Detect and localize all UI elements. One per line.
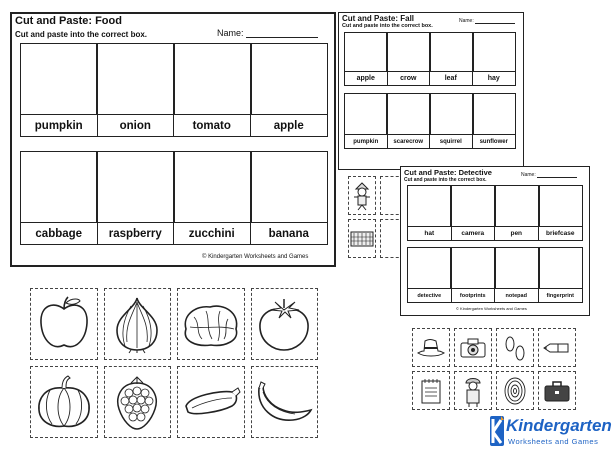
word-label: pumpkin (21, 115, 98, 136)
fall-cutout-cards (348, 176, 404, 258)
name-label: Name: (521, 172, 536, 178)
word-label: tomato (174, 115, 251, 136)
briefcase-icon (543, 379, 571, 403)
hay-card[interactable] (348, 219, 376, 258)
detective-paste-grid-bottom (407, 247, 583, 289)
zucchini-card[interactable] (177, 366, 245, 438)
fall-name-field[interactable] (459, 18, 515, 24)
fingerprint-card[interactable] (496, 371, 534, 410)
word-label: squirrel (430, 135, 473, 148)
food-subtitle: Cut and paste into the correct box. (15, 30, 148, 39)
apple-card[interactable] (30, 288, 98, 360)
word-label: briefcase (545, 230, 575, 237)
fall-paste-grid-bottom (344, 93, 516, 135)
camera-card[interactable] (454, 328, 492, 367)
cabbage-card[interactable] (177, 288, 245, 360)
fall-paste-grid-top (344, 32, 516, 72)
word-label: banana (268, 227, 309, 240)
word-label: scarecrow (388, 135, 431, 148)
detective-title: Cut and Paste: Detective (404, 168, 492, 177)
word-label: raspberry (98, 223, 175, 244)
food-cutout-cards (30, 288, 318, 438)
footprints-card[interactable] (496, 328, 534, 367)
paste-box[interactable] (473, 93, 516, 135)
fall-title: Cut and Paste: Fall (342, 14, 415, 23)
detective-cutout-cards (412, 328, 576, 410)
notepad-card[interactable] (412, 371, 450, 410)
fall-worksheet (338, 12, 524, 170)
onion-card[interactable] (104, 288, 172, 360)
kindergarten-logo (488, 414, 612, 450)
word-label: fingerprint (546, 292, 574, 299)
word-label: pumpkin (345, 135, 388, 148)
paste-box[interactable] (451, 247, 495, 289)
paste-box[interactable] (473, 32, 516, 72)
name-label: Name: (459, 18, 474, 24)
tomato-icon (255, 296, 313, 352)
word-label: sunflower (479, 138, 508, 145)
name-label: Name: (217, 28, 244, 38)
detective-worksheet (400, 166, 590, 316)
paste-box[interactable] (20, 43, 97, 115)
word-label: apple (345, 72, 388, 85)
word-label: crow (388, 72, 431, 85)
pumpkin-icon (34, 374, 94, 430)
scarecrow-icon (351, 181, 373, 211)
footprints-icon (501, 333, 529, 363)
detective-icon (461, 374, 485, 408)
word-label: apple (273, 119, 304, 132)
paste-box[interactable] (174, 151, 251, 223)
food-label-row-top (20, 115, 328, 137)
detective-label-row-top (407, 227, 583, 241)
word-label: cabbage (21, 223, 98, 244)
raspberry-card[interactable] (104, 366, 172, 438)
paste-box[interactable] (539, 247, 583, 289)
hat-icon (416, 337, 446, 359)
briefcase-card[interactable] (538, 371, 576, 410)
paste-box[interactable] (407, 247, 451, 289)
word-label: notepad (495, 289, 539, 302)
banana-icon (253, 378, 315, 426)
word-label: pen (495, 227, 539, 240)
paste-box[interactable] (97, 43, 174, 115)
word-label: hat (408, 227, 452, 240)
food-label-row-bottom (20, 223, 328, 245)
raspberry-icon (111, 373, 163, 431)
paste-box[interactable] (430, 32, 473, 72)
paste-box[interactable] (251, 151, 328, 223)
word-label: leaf (430, 72, 473, 85)
detective-subtitle: Cut and paste into the correct box. (404, 177, 487, 183)
fall-subtitle: Cut and paste into the correct box. (342, 23, 433, 29)
detective-copyright: © Kindergarten Worksheets and Games (456, 306, 527, 311)
word-label: detective (408, 289, 452, 302)
word-label: onion (98, 115, 175, 136)
detective-paste-grid-top (407, 185, 583, 227)
food-paste-grid-bottom (20, 151, 328, 223)
fall-label-row-top (344, 72, 516, 86)
paste-box[interactable] (20, 151, 97, 223)
food-name-field[interactable] (217, 28, 318, 38)
hat-card[interactable] (412, 328, 450, 367)
onion-icon (109, 294, 165, 354)
paste-box[interactable] (539, 185, 583, 227)
banana-card[interactable] (251, 366, 319, 438)
tomato-card[interactable] (251, 288, 319, 360)
food-copyright: © Kindergarten Worksheets and Games (202, 254, 309, 260)
food-title: Cut and Paste: Food (15, 15, 122, 27)
detective-name-field[interactable] (521, 172, 577, 178)
detective-label-row-bottom (407, 289, 583, 303)
paste-box[interactable] (251, 43, 328, 115)
scarecrow-card[interactable] (348, 176, 376, 215)
food-paste-grid-top (20, 43, 328, 115)
paste-box[interactable] (451, 185, 495, 227)
pumpkin-card[interactable] (30, 366, 98, 438)
notepad-icon (419, 377, 443, 405)
paste-box[interactable] (430, 93, 473, 135)
camera-icon (459, 337, 487, 359)
word-label: camera (452, 227, 496, 240)
logo-wordmark: Kindergarten (506, 416, 612, 435)
food-worksheet (10, 12, 336, 267)
fingerprint-icon (503, 376, 527, 406)
zucchini-icon (180, 382, 242, 422)
pen-card[interactable] (538, 328, 576, 367)
paste-box[interactable] (387, 32, 430, 72)
paste-box[interactable] (344, 32, 387, 72)
paste-box[interactable] (495, 185, 539, 227)
word-label: zucchini (174, 223, 251, 244)
logo-tagline: Worksheets and Games (508, 437, 599, 446)
paste-box[interactable] (387, 93, 430, 135)
hay-icon (349, 229, 375, 249)
cabbage-icon (180, 299, 242, 349)
paste-box[interactable] (174, 43, 251, 115)
fall-label-row-bottom (344, 135, 516, 149)
detective-card[interactable] (454, 371, 492, 410)
paste-box[interactable] (344, 93, 387, 135)
paste-box[interactable] (495, 247, 539, 289)
paste-box[interactable] (407, 185, 451, 227)
paste-box[interactable] (97, 151, 174, 223)
word-label: footprints (452, 289, 496, 302)
apple-icon (36, 295, 92, 353)
pen-icon (542, 341, 572, 355)
word-label: hay (487, 75, 500, 82)
